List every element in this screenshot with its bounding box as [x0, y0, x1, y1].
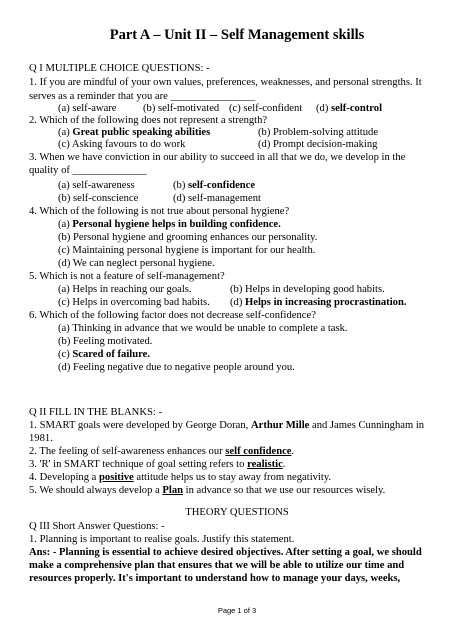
option-3c: (b) self-conscience [58, 193, 139, 204]
option-6b: (b) Feeling motivated. [58, 336, 153, 347]
option-2a: (a) Great public speaking abilities [58, 127, 211, 138]
option-6c: (c) Scared of failure. [58, 349, 150, 360]
option-4b: (b) Personal hygiene and grooming enhances our personality. [58, 232, 318, 243]
option-5a: (a) Helps in reaching our goals. [58, 284, 192, 295]
question-3-line-1: 3. When we have conviction in our ability to succeed in all that we do, we develop in the [29, 152, 406, 163]
section-heading-mcq: Q I MULTIPLE CHOICE QUESTIONS: - [29, 63, 210, 74]
option-3a: (a) self-awareness [58, 180, 135, 191]
option-2d: (d) Prompt decision-making [258, 139, 378, 150]
question-6: 6. Which of the following factor does not decrease self-confidence? [29, 310, 316, 321]
blank-1-line-2: 1981. [29, 433, 53, 444]
answer-6: Scared of failure. [72, 349, 150, 360]
blank-1-line-1: 1. SMART goals were developed by George Doran, Arthur Mille and James Cunningham in [29, 420, 425, 431]
option-3b: (b) self-confidence [173, 180, 256, 191]
short-question-1: 1. Planning is important to realise goals. Justify this statement. [29, 534, 295, 545]
option-1a: (a) self-aware [58, 103, 117, 114]
blank-5: 5. We should always develop a Plan in advance so that we use our resources wisely. [29, 485, 386, 496]
blank-4-answer: positive [99, 472, 134, 483]
option-4a: (a) Personal hygiene helps in building confidence. [58, 219, 281, 230]
answer-line-2: make a comprehensive plan that ensures that we will be able to utilize our time and [29, 560, 405, 571]
page-title: Part A – Unit II – Self Management skills [109, 27, 365, 43]
question-1-line-2: serves as a reminder that you are ________________ [29, 91, 256, 102]
question-1-line-1: 1. If you are mindful of your own values, preferences, weaknesses, and personal strengths. It [29, 77, 422, 88]
option-5d: (d) Helps in increasing procrastination. [230, 297, 407, 308]
question-3-line-2: quality of ______________ [29, 165, 147, 176]
option-2c: (c) Asking favours to do work [58, 139, 186, 150]
option-1b: (b) self-motivated [143, 103, 220, 114]
blank-3-answer: realistic [247, 459, 283, 470]
blank-1-answer: Arthur Mille [250, 420, 310, 431]
question-2: 2. Which of the following does not represent a strength? [29, 115, 268, 126]
answer-1: self-control [331, 103, 383, 114]
option-5c: (c) Helps in overcoming bad habits. [58, 297, 210, 308]
answer-4: Personal hygiene helps in building confidence. [72, 219, 281, 230]
option-1d: (d) self-control [316, 103, 383, 114]
option-4c: (c) Maintaining personal hygiene is important for our health. [58, 245, 316, 256]
answer-line-3: resources properly. It's important to understand how to manage your days, weeks, [29, 573, 401, 584]
page-number: Page 1 of 3 [217, 606, 257, 615]
blank-2: 2. The feeling of self-awareness enhances our self confidence. [29, 446, 295, 457]
blank-4: 4. Developing a positive attitude helps us to stay away from negativity. [29, 472, 332, 483]
blank-2-answer: self confidence [225, 446, 292, 457]
option-1c: (c) self-confident [229, 103, 303, 114]
answer-line-1: Ans: - Planning is essential to achieve desired objectives. After setting a goal, we should [29, 547, 422, 558]
section-heading-fill-blanks: Q II FILL IN THE BLANKS: - [29, 407, 162, 418]
option-5b: (b) Helps in developing good habits. [230, 284, 385, 295]
blank-3: 3. 'R' in SMART technique of goal setting refers to realistic. [29, 459, 286, 470]
option-6d: (d) Feeling negative due to negative people around you. [58, 362, 295, 373]
option-3d: (d) self-management [173, 193, 261, 204]
question-5: 5. Which is not a feature of self-management? [29, 271, 225, 282]
option-4d: (d) We can neglect personal hygiene. [58, 258, 215, 269]
question-4: 4. Which of the following is not true about personal hygiene? [29, 206, 290, 217]
answer-2: Great public speaking abilities [72, 127, 211, 138]
section-heading-short-answer: Q III Short Answer Questions: - [29, 521, 165, 532]
answer-3: self-confidence [188, 180, 256, 191]
option-6a: (a) Thinking in advance that we would be unable to complete a task. [58, 323, 348, 334]
blank-5-answer: Plan [162, 485, 184, 496]
option-2b: (b) Problem-solving attitude [258, 127, 379, 138]
theory-heading: THEORY QUESTIONS [185, 507, 289, 518]
answer-5: Helps in increasing procrastination. [245, 297, 407, 308]
